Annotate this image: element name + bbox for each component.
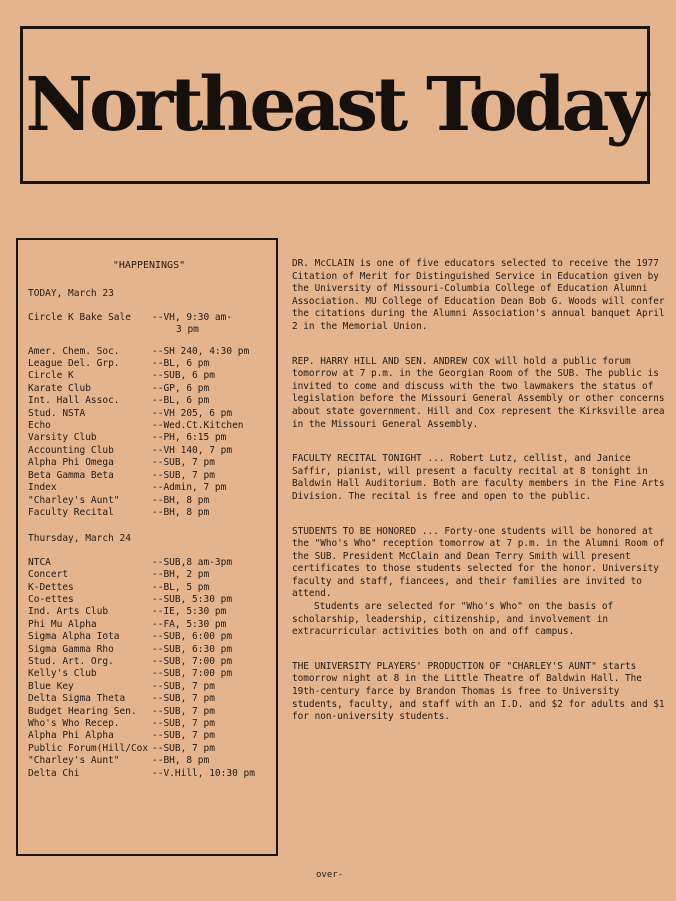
event-location-time: --SUB, 7 pm [152,680,215,692]
event-name: Circle K [28,370,74,382]
event-location-time: --SUB, 7 pm [152,730,215,742]
event-row [28,383,270,395]
event-name: Kelly's Club [28,668,97,680]
event-name: Accounting Club [28,444,114,456]
event-row [28,395,270,407]
event-row [28,693,270,705]
event-name: Blue Key [28,680,74,692]
continued-note: over- [316,870,344,880]
event-row [28,482,270,494]
event-name: Sigma Gamma Rho [28,643,114,655]
event-name: Stud. NSTA [28,407,86,419]
event-location-time: --SUB, 7 pm [152,469,215,481]
event-location-time: --SH 240, 4:30 pm [152,345,250,357]
event-name: Beta Gamma Beta [28,469,114,481]
event-location-time: --SUB, 7 pm [152,742,215,754]
event-location-time: --BL, 5 pm [152,581,210,593]
event-row [28,656,270,668]
event-row [28,346,270,358]
event-location-time: --VH, 9:30 am- [152,311,233,323]
event-name: Alpha Phi Omega [28,457,114,469]
event-name: Amer. Chem. Soc. [28,345,120,357]
event-row [28,706,270,718]
event-location-time: --FA, 5:30 pm [152,618,227,630]
event-location-time: --SUB, 6 pm [152,370,215,382]
article-paragraph: DR. McCLAIN is one of five educators selected to receive the 1977 Citation of Merit for Distinguished Service in Education given by the University of Missouri-Columbia College of Education Alumni Association. MU College of Education Dean Bob G. Woods will confer the citations during the Alumni Association's annual banquet April 2 in the Memorial Union. [292,258,665,332]
article-paragraph: STUDENTS TO BE HONORED ... Forty-one students will be honored at the "Who's Who" reception tomorrow at 7 p.m. in the Alumni Room of the SUB. President McClain and Dean Terry Smith will present certificates to those students selected for the honor. University faculty and staff, fiancees, and their families are invited to attend. [292,525,665,600]
event-location-time: --Wed.Ct.Kitchen [152,420,244,432]
event-location-time: --GP, 6 pm [152,382,210,394]
event-location-time: --VH 205, 6 pm [152,407,233,419]
event-name: League Del. Grp. [28,358,120,370]
happenings-box [16,238,278,856]
event-location-time: --SUB, 6:30 pm [152,643,233,655]
articles-column [292,258,667,746]
event-location-time: --SUB, 5:30 pm [152,593,233,605]
event-row [28,495,270,507]
event-name: NTCA [28,556,51,568]
event-name: Varsity Club [28,432,97,444]
event-name: Alpha Phi Alpha [28,730,114,742]
event-location-time: --BH, 8 pm [152,506,210,518]
event-name: Circle K Bake Sale [28,311,131,323]
event-location-time: --V.Hill, 10:30 pm [152,767,255,779]
event-row [28,370,270,382]
event-name: Concert [28,569,69,581]
event-location-time: --BL, 6 pm [152,358,210,370]
event-name: K-Dettes [28,581,74,593]
event-row [28,312,270,324]
event-row [28,631,270,643]
event-row [28,681,270,693]
event-location-time: --BL, 6 pm [152,395,210,407]
article-paragraph: FACULTY RECITAL TONIGHT ... Robert Lutz, cellist, and Janice Saffir, pianist, will present a faculty recital at 8 tonight in Baldwin Hall Auditorium. Both are faculty members in the Fine Arts Division. The recital is free and open to the public. [292,453,665,502]
event-row-continued [28,324,270,336]
event-location-time: --PH, 6:15 pm [152,432,227,444]
event-row [28,445,270,457]
event-name: Faculty Recital [28,506,114,518]
happenings-days [28,288,270,780]
event-name: Phi Mu Alpha [28,618,97,630]
event-name: "Charley's Aunt" [28,494,120,506]
event-name: Stud. Art. Org. [28,655,114,667]
event-row [28,582,270,594]
event-location-time: --BH, 8 pm [152,755,210,767]
event-name: Index [28,482,57,494]
event-row [28,594,270,606]
event-name: Karate Club [28,382,91,394]
day-heading: Thursday, March 24 [28,533,131,545]
event-row [28,619,270,631]
event-location-time: --SUB, 7 pm [152,705,215,717]
article-paragraph-continued: Students are selected for "Who's Who" on the basis of scholarship, leadership, citizenship, and involvement in extracurricular activities both on and off campus. [292,601,614,638]
event-name: Public Forum(Hill/Cox [28,742,149,754]
event-name: Delta Chi [28,767,80,779]
event-name: Delta Sigma Theta [28,693,126,705]
event-location-time: --SUB,8 am-3pm [152,556,233,568]
event-name: Sigma Alpha Iota [28,631,120,643]
masthead-title: Northeast Today [25,62,645,148]
event-row [28,569,270,581]
event-row [28,420,270,432]
event-name: Ind. Arts Club [28,606,109,618]
event-row [28,718,270,730]
event-name: "Charley's Aunt" [28,755,120,767]
event-row [28,408,270,420]
event-location-time: --SUB, 7:00 pm [152,655,233,667]
event-location-time: --SUB, 6:00 pm [152,631,233,643]
event-row [28,457,270,469]
event-row [28,557,270,569]
event-location-time: --IE, 5:30 pm [152,606,227,618]
event-location-time: --Admin, 7 pm [152,482,227,494]
event-row [28,730,270,742]
event-row [28,743,270,755]
day-heading: TODAY, March 23 [28,288,114,300]
article-paragraph: REP. HARRY HILL AND SEN. ANDREW COX will hold a public forum tomorrow at 7 p.m. in the Georgian Room of the SUB. The public is invited to come and discuss with the two lawmakers the status of legislation before the Missouri General Assembly or other concerns about state government. Hill and Cox represent the Kirksville area in the Missouri General Assembly. [292,355,665,430]
event-time-continued: 3 pm [176,324,199,336]
event-location-time: --BH, 2 pm [152,569,210,581]
event-row [28,507,270,519]
event-name: Co-ettes [28,593,74,605]
event-location-time: --SUB, 7 pm [152,693,215,705]
event-row [28,668,270,680]
event-location-time: --VH 140, 7 pm [152,444,233,456]
event-row [28,358,270,370]
event-location-time: --SUB, 7:00 pm [152,668,233,680]
event-row [28,755,270,767]
event-location-time: --SUB, 7 pm [152,457,215,469]
event-name: Int. Hall Assoc. [28,395,120,407]
article-paragraph: THE UNIVERSITY PLAYERS' PRODUCTION OF "CHARLEY'S AUNT" starts tomorrow night at 8 in the Little Theatre of Baldwin Hall. The 19th-century farce by Brandon Thomas is free to University students, faculty, and staff with an I.D. and $2 for adults and $1 for non-university students. [292,660,665,723]
happenings-title: "HAPPENINGS" [112,260,186,271]
event-row [28,470,270,482]
event-name: Budget Hearing Sen. [28,705,137,717]
event-location-time: --BH, 8 pm [152,494,210,506]
event-location-time: --SUB, 7 pm [152,718,215,729]
event-row [28,644,270,656]
event-row [28,768,270,780]
event-row [28,606,270,618]
event-name: Echo [28,420,51,432]
event-name: Who's Who Recep. [28,718,120,729]
masthead [20,26,650,184]
event-row [28,432,270,444]
